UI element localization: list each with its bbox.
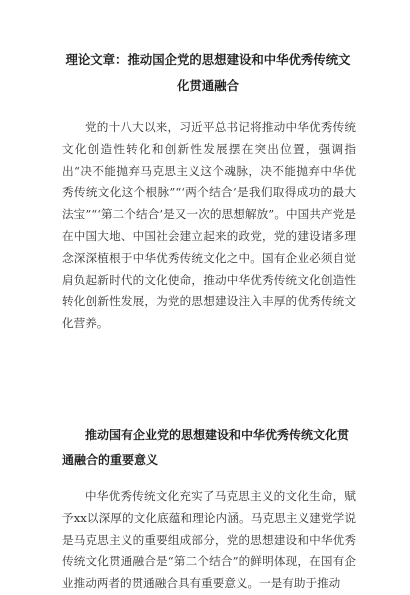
section-heading: 推动国有企业党的思想建设和中华优秀传统文化贯通融合的重要意义 [62, 428, 350, 467]
document-title: 理论文章：推动国企党的思想建设和中华优秀传统文化贯通融合 [65, 52, 351, 93]
section-paragraph: 中华优秀传统文化充实了马克思主义的文化生命，赋予xx以深厚的文化底蕴和理论内涵。马克思主义建党学说是马克思主义的重要组成部分，党的思想建设和中华优秀传统文化贯通融合是“第二个结合”的鲜明体现，在国有企业推动两者的贯通融合具有重要意义。一是有助于推动 [62, 489, 356, 591]
intro-paragraph: 党的十八大以来，习近平总书记将推动中华优秀传统文化创造性转化和创新性发展摆在突出位置，强调指出“决不能抛弃马克思主义这个魂脉，决不能抛弃中华优秀传统文化这个根脉”“‘两个结合’是我们取得成功的最大法宝”“‘第二个结合’是又一次的思想解放”。中国共产党是在中国大地、中国社会建立起来的政党，党的建设诸多理念深深植根于中华优秀传统文化之中。国有企业必须自觉肩负起新时代的文化使命，推动中华优秀传统文化创造性转化创新性发展，为党的思想建设注入丰厚的优秀传统文化营养。 [62, 120, 356, 331]
